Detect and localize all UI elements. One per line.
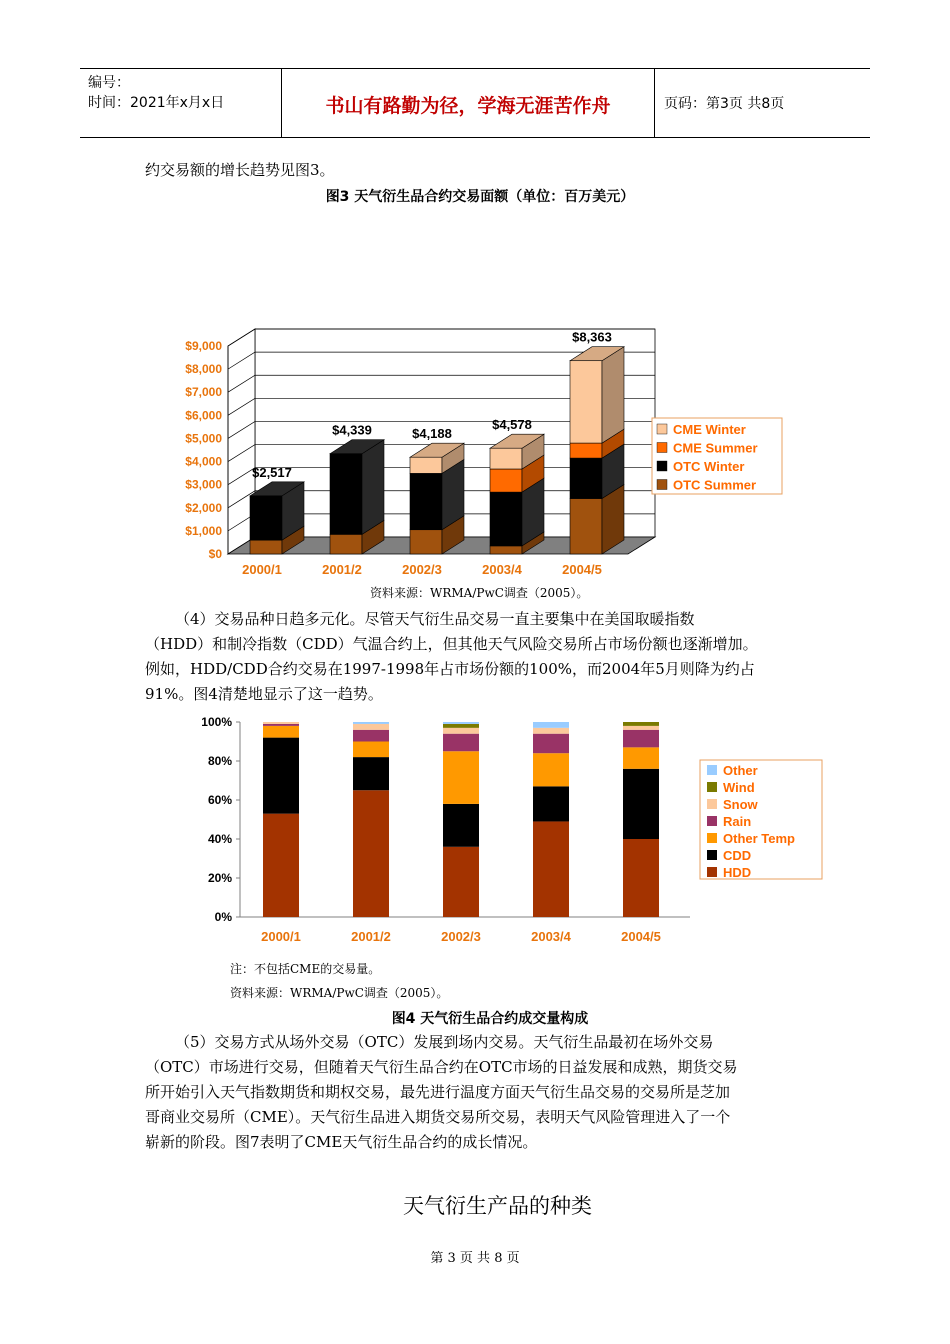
paragraph-line: 91%。图4清楚地显示了这一趋势。 (145, 685, 383, 703)
bar-segment (263, 738, 299, 814)
y-tick-label: $1,000 (185, 523, 222, 538)
y-tick-label: 80% (207, 754, 232, 768)
legend-label: Other (723, 763, 758, 778)
bar-segment-front (330, 454, 362, 535)
bar-segment (443, 847, 479, 917)
legend-label: OTC Winter (673, 459, 745, 474)
bar-segment (353, 724, 389, 730)
bar-segment-front (490, 469, 522, 492)
legend-swatch (657, 461, 667, 471)
x-tick-label: 2003/4 (531, 929, 571, 944)
x-tick-label: 2002/3 (402, 562, 442, 577)
legend-label: CME Summer (673, 440, 758, 456)
legend-label: Rain (723, 814, 752, 829)
legend-label: Wind (723, 780, 755, 795)
bar-segment (533, 821, 569, 917)
y-tick-label: $6,000 (185, 408, 222, 423)
bar-segment (623, 726, 659, 730)
bar-segment-side (362, 440, 384, 535)
x-tick-label: 2004/5 (562, 562, 602, 577)
legend-swatch (657, 424, 667, 434)
bar-total-label: $4,578 (492, 417, 532, 433)
header-motto: 书山有路勤为径，学海无涯苦作舟 (325, 95, 611, 117)
legend-swatch (707, 816, 717, 826)
legend-swatch (707, 867, 717, 877)
figure3-source: 资料来源：WRMA/PwC调查（2005）。 (370, 586, 589, 600)
bar-segment (353, 757, 389, 790)
y-tick-label: 0% (214, 910, 232, 924)
y-tick-label: $8,000 (185, 362, 222, 377)
bar-segment-front (490, 492, 522, 546)
bar-segment-front (490, 448, 522, 469)
bar-total-label: $2,517 (252, 464, 292, 480)
legend-label: Other Temp (723, 831, 795, 846)
paragraph-line: （4）交易品种日趋多元化。尽管天气衍生品交易一直主要集中在美国取暖指数 (175, 610, 695, 628)
bar-segment (443, 724, 479, 728)
bar-total-label: $4,339 (332, 422, 372, 438)
bar-segment-front (250, 496, 282, 540)
legend-label: HDD (723, 865, 752, 880)
legend-swatch (707, 765, 717, 775)
bar-segment (353, 790, 389, 917)
bar-segment-front (410, 530, 442, 554)
bar-segment (443, 728, 479, 734)
bar-segment (623, 769, 659, 839)
legend-swatch (707, 799, 717, 809)
bar-segment (353, 742, 389, 758)
paragraph-4 (145, 607, 810, 707)
bar-segment (623, 730, 659, 748)
bar-segment (533, 753, 569, 786)
header-page-info: 页码：第3页 共8页 (664, 96, 785, 112)
paragraph-line: 崭新的阶段。图7表明了CME天气衍生品合约的成长情况。 (145, 1133, 538, 1151)
y-tick-label: $7,000 (185, 385, 222, 400)
legend-label: Snow (723, 797, 758, 812)
bar-segment-front (410, 457, 442, 473)
paragraph-line: （5）交易方式从场外交易（OTC）发展到场内交易。天气衍生品最初在场外交易 (175, 1033, 714, 1051)
page-header (80, 68, 870, 138)
bar-segment (263, 722, 299, 724)
legend-swatch (707, 833, 717, 843)
header-divider (654, 69, 655, 137)
figure3-chart (160, 325, 820, 580)
bar-segment-front (570, 443, 602, 458)
legend-swatch (707, 782, 717, 792)
paragraph-line: （HDD）和制冷指数（CDD）气温合约上，但其他天气风险交易所占市场份额也逐渐增加。 (145, 635, 758, 653)
figure4-chart (190, 710, 830, 950)
x-tick-label: 2004/5 (621, 929, 661, 944)
bar-segment (443, 722, 479, 724)
x-tick-label: 2003/4 (482, 562, 522, 577)
bar-segment-front (250, 540, 282, 554)
y-tick-label: $9,000 (185, 339, 222, 353)
y-tick-label: 20% (207, 871, 232, 885)
bar-segment (533, 728, 569, 734)
bar-total-label: $4,188 (412, 426, 452, 442)
legend-label: CDD (723, 848, 752, 863)
legend-swatch (657, 443, 667, 453)
bar-segment (623, 722, 659, 726)
page-footer: 第 3 页 共 8 页 (430, 1251, 520, 1266)
bar-segment (443, 804, 479, 847)
bar-segment (443, 734, 479, 752)
bar-segment (443, 751, 479, 804)
y-tick-label: 60% (207, 793, 232, 807)
body-line: 约交易额的增长趋势见图3。 (145, 161, 335, 179)
x-tick-label: 2000/1 (242, 562, 282, 577)
y-tick-label: $2,000 (185, 500, 222, 515)
bar-segment (263, 726, 299, 738)
figure4-caption: 图4 天气衍生品合约成交量构成 (391, 1011, 589, 1027)
date-label: 时间：2021年x月x日 (88, 95, 225, 111)
bar-segment (533, 734, 569, 754)
bar-segment (353, 722, 389, 724)
number-label: 编号： (88, 75, 130, 91)
legend-swatch (707, 850, 717, 860)
legend-label: OTC Summer (673, 477, 757, 493)
section-title: 天气衍生产品的种类 (403, 1194, 592, 1218)
y-tick-label: $3,000 (185, 477, 222, 492)
paragraph-line: 哥商业交易所（CME）。天气衍生品进入期货交易所交易，表明天气风险管理进入了一个 (145, 1108, 731, 1126)
bar-segment-front (410, 473, 442, 529)
bar-segment (263, 814, 299, 917)
bar-segment (533, 722, 569, 728)
legend-box (700, 760, 822, 879)
bar-segment (533, 786, 569, 821)
legend-label: CME Winter (673, 422, 746, 437)
bar-segment-front (490, 546, 522, 554)
bar-segment (623, 747, 659, 768)
legend-swatch (657, 480, 667, 490)
bar-segment-side (602, 347, 624, 443)
paragraph-line: （OTC）市场进行交易，但随着天气衍生品合约在OTC市场的日益发展和成熟，期货交易 (145, 1058, 738, 1076)
figure4-note: 注：不包括CME的交易量。 (230, 962, 381, 976)
x-tick-label: 2000/1 (261, 929, 301, 944)
paragraph-line: 例如，HDD/CDD合约交易在1997-1998年占市场份额的100%，而2004年5月则降为约占 (145, 660, 755, 678)
y-tick-label: $5,000 (185, 431, 222, 446)
x-tick-label: 2001/2 (351, 929, 391, 944)
bar-segment (623, 839, 659, 917)
y-tick-label: $4,000 (185, 454, 222, 469)
bar-segment-front (570, 361, 602, 443)
x-tick-label: 2001/2 (322, 562, 362, 577)
y-tick-label: 100% (201, 715, 232, 729)
bar-segment-front (570, 458, 602, 498)
bar-segment-front (330, 534, 362, 554)
header-meta (88, 73, 224, 113)
paragraph-5 (145, 1030, 810, 1155)
y-tick-label: 40% (207, 832, 232, 846)
bar-total-label: $8,363 (572, 329, 612, 345)
bar-segment-front (570, 499, 602, 554)
paragraph-line: 所开始引入天气指数期货和期权交易，最先进行温度方面天气衍生品交易的交易所是芝加 (145, 1083, 731, 1101)
figure3-caption: 图3 天气衍生品合约交易面额（单位：百万美元） (325, 189, 635, 205)
y-tick-label: $0 (208, 547, 222, 561)
figure4-source: 资料来源：WRMA/PwC调查（2005）。 (230, 986, 449, 1000)
bar-segment (263, 724, 299, 726)
x-tick-label: 2002/3 (441, 929, 481, 944)
bar-segment (353, 730, 389, 742)
